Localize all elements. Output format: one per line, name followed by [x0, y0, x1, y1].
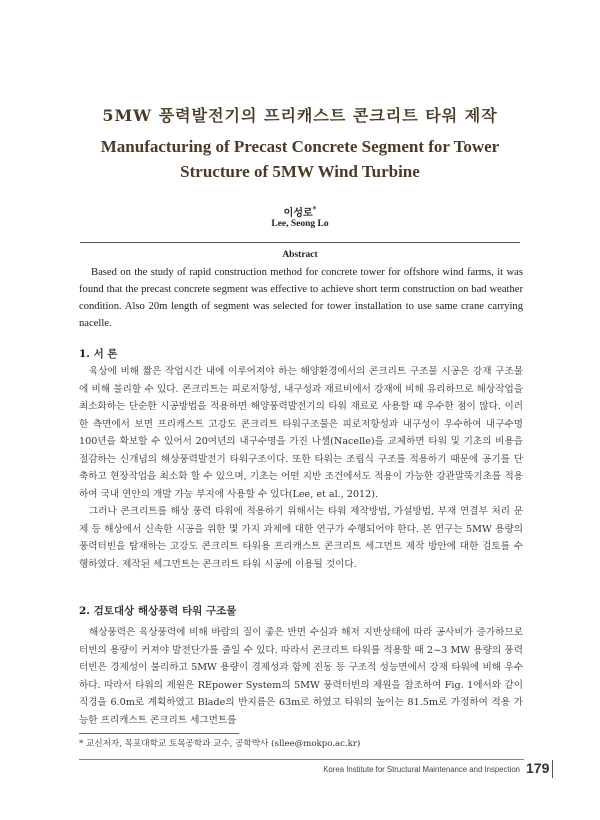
- title-english-line-1: Manufacturing of Precast Concrete Segment for Tower: [100, 137, 500, 156]
- section-2-paragraph-1: 해상풍력은 육상풍력에 비해 바람의 질이 좋은 반면 수심과 해저 지반상태에 따라 공사비가 증가하므로 터빈의 용량이 커져야 발전단가를 줄일 수 있다. 따라서 콘크리트 타워를 적용할 때 2~3 MW 용량의 풍력터빈은 경제성이 불리하고 5MW 용량이 경제성과 함께 진동 등 구조적 성능면에서 강재 타워에 비해 우수하다. 따라서 타워의 제원은 REpower System의 5MW 풍력터빈의 제원을 참조하여 Fig. 1에서와 같이 직경을 6.0m로 계획하였고 Blade의 반지름은 63m로 하였고 타워의 높이는 81.5m로 가정하여 적용 가능한 프리캐스트 콘크리트 세그먼트를: [79, 627, 523, 726]
- author-korean-name: 이성로: [283, 208, 313, 219]
- section-1-heading: [79, 346, 118, 361]
- section-2-title: 검토대상 해상풍력 타워 구조물: [93, 605, 237, 617]
- footer-rule: [79, 759, 524, 760]
- title-english-line-2: Structure of 5MW Wind Turbine: [180, 162, 420, 181]
- section-2-number: 2.: [79, 605, 90, 617]
- author-footnote-mark: *: [312, 204, 317, 214]
- abstract-heading: Abstract: [282, 250, 318, 260]
- section-2-body: [79, 624, 523, 729]
- footnote-rule: [79, 733, 239, 734]
- title-korean: 5MW 풍력발전기의 프리캐스트 콘크리트 타워 제작: [102, 106, 498, 125]
- abstract-text: Based on the study of rapid construction method for concrete tower for offshore wind farms, it was found that the precast concrete segment was effective to achieve short term construction on bad weather condition. Also 20m length of segment was selected for tower installation to use same crane carrying nacelle.: [79, 267, 523, 329]
- abstract-top-rule: [80, 242, 520, 243]
- footer-divider: [552, 760, 553, 778]
- section-1-paragraph-1: 육상에 비해 짧은 작업시간 내에 이루어져야 하는 해양환경에서의 콘크리트 구조물 시공은 강재 구조물에 비해 불리할 수 있다. 콘크리트는 피로저항성, 내구성과 재료비에서 강재에 비해 유리하므로 해상작업을 최소화하는 단순한 시공방법을 적용하면 해양풍력발전기의 타워 재료로 사용할 때 우수한 점이 많다. 이러한 측면에서 보면 프리캐스트 고강도 콘크리트 타워구조물은 피로저항성과 내구성이 우수하여 내구수명 100년을 확보할 수 있어서 20여년의 내구수명을 가진 나셀(Nacelle)을 교체하면 타워 및 기초의 비용을 절감하는 신개념의 해상풍력발전기 타워구조이다. 또한 타워는 조립식 구조를 적용하기 때문에 공기를 단축하고 현장작업을 최소화 할 수 있으며, 기초는 어떤 지반 조건에서도 적용이 가능한 강관말뚝기초를 적용하여 국내 연안의 개발 가능 부지에 사용할 수 있다(Lee, et al., 2012).: [79, 366, 523, 500]
- author-korean: [0, 204, 600, 219]
- section-2-heading: [79, 603, 236, 618]
- section-1-paragraph-2: 그러나 콘크리트를 해상 풍력 타워에 적용하기 위해서는 타워 제작방법, 가설방법, 부재 연결부 처리 문제 등 해상에서 신속한 시공을 위한 몇 가지 과제에 대한 연구가 수행되어야 한다. 본 연구는 5MW 용량의 풍력터빈을 탑재하는 고강도 콘크리트 타워용 프리캐스트 콘크리트 세그먼트 제작 방안에 대한 검토를 수행하였다. 제작된 세그먼트는 콘크리트 타워 시공에 이용될 것이다.: [79, 506, 523, 570]
- corresponding-author-footnote: * 교신저자, 목포대학교 토목공학과 교수, 공학박사 (sllee@mokpo.ac.kr): [79, 739, 361, 749]
- section-1-body: [79, 363, 523, 573]
- title-english: [0, 134, 600, 184]
- page-number: 179: [526, 760, 550, 776]
- section-1-title: 서 론: [93, 348, 118, 360]
- section-1-number: 1.: [79, 348, 90, 360]
- footer-journal-name: Korea Institute for Structural Maintenance and Inspection: [323, 765, 520, 774]
- author-english: Lee, Seong Lo: [271, 219, 329, 229]
